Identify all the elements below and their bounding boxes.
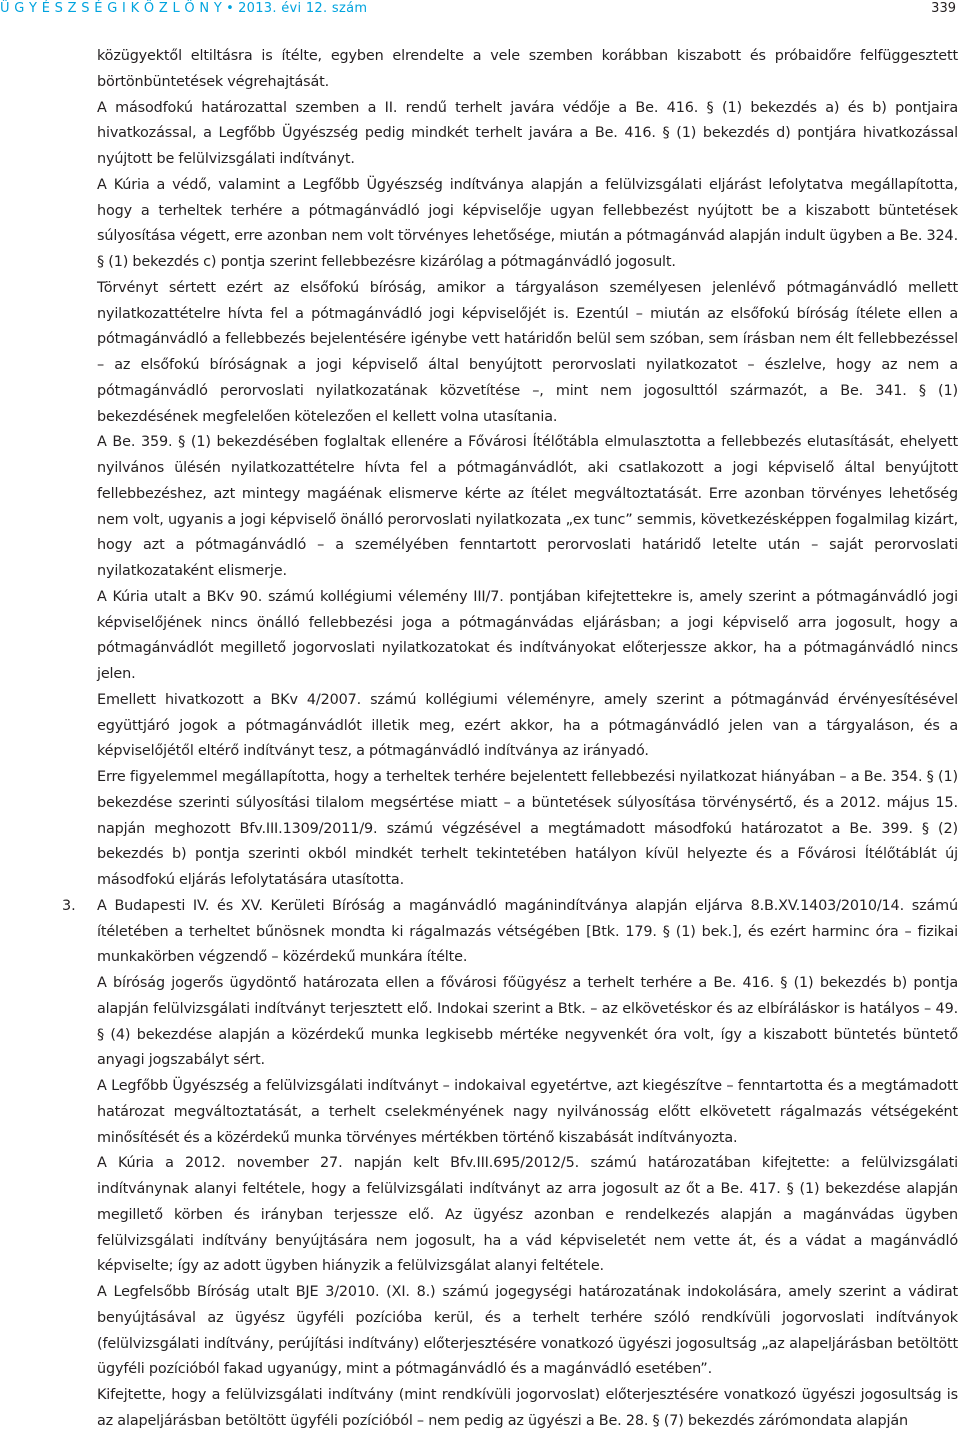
document-body	[62, 44, 958, 1435]
paragraph: Törvényt sértett ezért az elsőfokú bíróság, amikor a tárgyaláson személyesen jelenlévő pótmagánvádló mellett nyilatkozattételre hívta fel a pótmagánvádló jogi képviselőjét is. Ezentúl – miután az elsőfokú bíróság ítélete ellen a pótmagánvádló a fellebbezés bejelentésére igénybe vett határidőn belül sem szóban, sem írásban nem élt fellebbezéssel – az elsőfokú bíróságnak a jogi képviselő által benyújtott perorvoslati nyilatkozatot – észlelve, hogy az nem a pótmagánvádló perorvoslati nyilatkozatának közvetítése –, mint nem jogosulttól származót, a Be. 341. § (1) bekezdésének megfelelően kötelezően el kellett volna utasítania.	[97, 279, 958, 425]
paragraph: A Legfőbb Ügyészség a felülvizsgálati indítványt – indokaival egyetértve, azt kiegészítve – fenntartotta és a megtámadott határozat megváltoztatását, a terhelt cselekményének nagy nyilvánosság előtt elkövetett rágalmazás vétségeként minősítését és a közérdekű munka törvényes mértékben történő kiszabását indítványozta.	[97, 1078, 958, 1146]
page-number: 339	[931, 1, 956, 16]
paragraph: Kifejtette, hogy a felülvizsgálati indítvány (mint rendkívüli jogorvoslat) előterjesztésére vonatkozó ügyészi jogosultság is az alapeljárásban betöltött ügyféli pozícióból – nem pedig az ügyészi a Be. 28. § (7) bekezdés zárómondata alapján	[97, 1387, 958, 1429]
paragraph: A másodfokú határozattal szemben a II. rendű terhelt javára védője a Be. 416. § (1) bekezdés a) és b) pontjaira hivatkozással, a Legfőbb Ügyészség pedig mindkét terhelt javára a Be. 416. § (1) bekezdés d) pontjára hivatkozással nyújtott be felülvizsgálati indítványt.	[97, 99, 958, 167]
header-separator: •	[226, 1, 235, 16]
paragraph: A Kúria a védő, valamint a Legfőbb Ügyészség indítványa alapján a felülvizsgálati eljárást lefolytatva megállapította, hogy a terheltek terhére a pótmagánvádló jogi képviselője ugyan fellebbezést nyújtott be a kiszabott büntetések súlyosítása végett, erre azonban nem volt törvényes lehetősége, miután a pótmagánvád alapján indult ügyben a Be. 324. § (1) bekezdés c) pontja szerint fellebbezésre kizárólag a pótmagánvádló jogosult.	[97, 176, 958, 270]
paragraph: A Kúria utalt a BKv 90. számú kollégiumi vélemény III/7. pontjában kifejtettekre is, amely szerint a pótmagánvádló jogi képviselőjének nincs önálló fellebbezési joga a pótmagánvádas eljárásban; a jogi képviselő arra jogosult, hogy a pótmagánvádlót megillető jogorvoslati nyilatkozatokat és indítványokat előterjessze akkor, ha a pótmagánvádló nincs jelen.	[97, 588, 958, 682]
publication-title: Ü G Y É S Z S É G I K Ö Z L Ö N Y	[0, 1, 223, 16]
paragraph: A bíróság jogerős ügydöntő határozata ellen a fővárosi főügyész a terhelt terhére a Be. 416. § (1) bekezdés b) pontja alapján felülvizsgálati indítványt terjesztett elő. Indokai szerint a Btk. – az elkövetéskor és az elbíráláskor is hatályos – 49. § (4) bekezdése alapján a közérdekű munka legkisebb mértéke negyvenkét óra volt, így a kiszabott büntetés büntető anyagi jogszabályt sért.	[97, 975, 958, 1069]
item-number: 3.	[62, 897, 76, 914]
running-title	[0, 1, 367, 16]
paragraph: A Legfelsőbb Bíróság utalt BJE 3/2010. (XI. 8.) számú jogegységi határozatának indokolására, amely szerint a vádirat benyújtásával az ügyész ügyféli pozícióba kerül, és a terhelt terhére szóló rendkívüli jogorvoslati indítványok (felülvizsgálati indítvány, perújítási indítvány) előterjesztésére vonatkozó ügyészi jogosultság „az alapeljárásban betöltött ügyféli pozícióból fakad ugyanúgy, mint a pótmagánvádló és a magánvádló esetében”.	[97, 1284, 958, 1378]
paragraph: A Budapesti IV. és XV. Kerületi Bíróság a magánvádló magánindítványa alapján eljárva 8.B.XV.1403/2010/14. számú ítéletében a terheltet bűnösnek mondta ki rágalmazás vétségében [Btk. 179. § (1) bek.], és ezért harminc óra – fizikai munkakörben végzendő – közérdekű munkára ítélte.	[97, 897, 958, 966]
paragraph: közügyektől eltiltásra is ítélte, egyben elrendelte a vele szemben korábban kiszabott és próbaidőre felfüggesztett börtönbüntetések végrehajtását.	[97, 48, 958, 90]
paragraph: Emellett hivatkozott a BKv 4/2007. számú kollégiumi véleményre, amely szerint a pótmagánvád érvényesítésével együttjáró jogok a pótmagánvádlót illetik meg, ezért akkor, ha a pótmagánvádló jelen van a tárgyaláson, és a képviselőjétől eltérő indítványt tesz, a pótmagánvádló indítványa az irányadó.	[97, 691, 958, 760]
paragraph: A Kúria a 2012. november 27. napján kelt Bfv.III.695/2012/5. számú határozatában kifejtette: a felülvizsgálati indítványnak alanyi feltétele, hogy a felülvizsgálati indítványt az arra jogosult az őt a Be. 417. § (1) bekezdése alapján megillető körben és irányban terjessze elő. Az ügyész azonban e rendelkezés alapján a magánvádas ügyben felülvizsgálati indítvány benyújtására nem jogosult, ha a vád képviseletét nem vette át, és a vádat a magánvádló képviselte; így az adott ügyben hiányzik a felülvizsgálat alanyi feltétele.	[97, 1155, 958, 1275]
numbered-item-3	[62, 894, 958, 971]
page-header	[0, 0, 960, 22]
paragraph: A Be. 359. § (1) bekezdésében foglaltak ellenére a Fővárosi Ítélőtábla elmulasztotta a fellebbezés elutasítását, ehelyett nyilvános ülésén nyilatkozattételre hívta fel a pótmagánvádlót, aki csatlakozott a jogi képviselő által benyújtott fellebbezéshez, azt mintegy magáénak elismerve kérte az ítélet megváltoztatását. Erre azonban törvényes lehetőség nem volt, ugyanis a jogi képviselő önálló perorvoslati nyilatkozata „ex tunc” semmis, következésképpen fogalmilag kizárt, hogy azt a pótmagánvádló – a személyében fenntartott perorvoslati határidő letelte után – saját perorvoslati nyilatkozataként elismerje.	[97, 434, 958, 579]
paragraph: Erre figyelemmel megállapította, hogy a terheltek terhére bejelentett fellebbezési nyilatkozat hiányában – a Be. 354. § (1) bekezdése szerinti súlyosítási tilalom megsértése miatt – a büntetések súlyosítása törvénysértő, és a 2012. május 15. napján meghozott Bfv.III.1309/2011/9. számú végzésével a megtámadott másodfokú határozatot a Be. 399. § (2) bekezdés b) pontja szerinti okból mindkét terhelt tekintetében hatályon kívül helyezte és a Fővárosi Ítélőtáblát új másodfokú eljárás lefolytatására utasította.	[97, 769, 958, 888]
issue-number: 2013. évi 12. szám	[238, 1, 368, 16]
